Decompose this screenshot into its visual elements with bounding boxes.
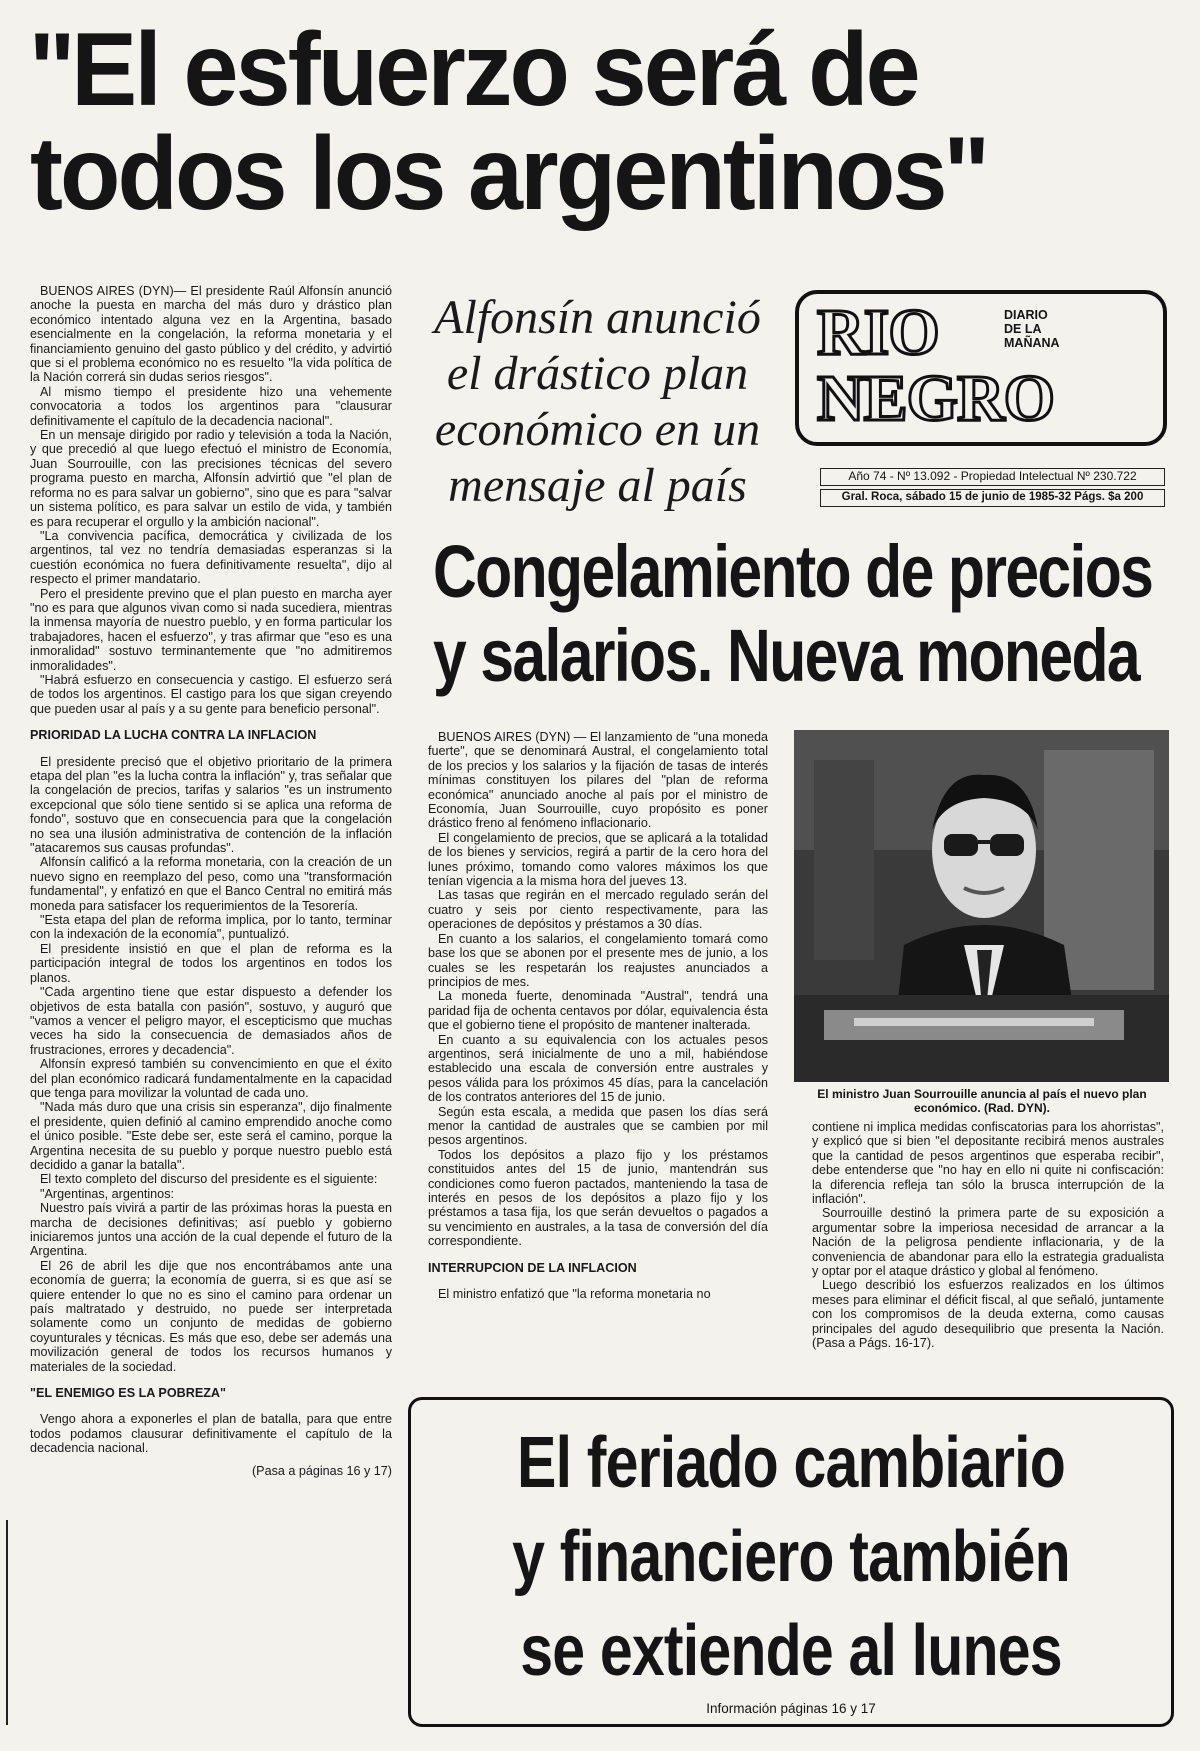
tagline-line: DIARIO: [1004, 308, 1048, 322]
article-paragraph: En cuanto a su equivalencia con los actuales pesos argentinos, será inicialmente de uno a mil, habiéndose establecido una escala de conversión entre australes y pesos válida para los próximos 45 días, para la cancelación de los contratos anteriores del 15 de junio.: [428, 1032, 768, 1105]
masthead-name-rio: RIO: [817, 296, 939, 369]
article-paragraph: BUENOS AIRES (DYN)— El presidente Raúl Alfonsín anunció anoche la puesta en marcha del más duro y drástico plan económico intentado alguna vez en la Argentina, basado esencialmente en la congelación, la reforma monetaria y el financiamiento genuino del gasto público y del crédito, y advirtió que si el problema económico no es resuelto "la vida política de la Nación correrá sin dudas serios riesgos".: [30, 284, 392, 385]
article-subhead: [410, 290, 785, 514]
minister-photo: [794, 730, 1169, 1082]
main-headline: [30, 12, 1123, 232]
tagline-line: MAÑANA: [1004, 336, 1060, 350]
article-paragraph: El congelamiento de precios, que se aplicará a la totalidad de los bienes y servicios, regirá a partir de la cero hora del lunes próximo, tomando como valores máximos los que tenían vigencia a la misma hora del jueves 13.: [428, 830, 768, 889]
article-paragraph: Todos los depósitos a plazo fijo y los préstamos constituidos antes del 15 de junio, mantendrán sus condiciones como fueron pactados, manteniendo la tasa de interés en pesos de los depósitos a plazo fijo y los préstamos a tasa fija, los que serán devueltos o pagados a su vencimiento en australes, a la tasa de conversión del día correspondiente.: [428, 1147, 768, 1249]
article-paragraph: "Argentinas, argentinos:: [40, 1186, 174, 1201]
article-paragraph: Las tasas que regirán en el mercado regulado serán del cuatro y seis por ciento respectivamente, para las operaciones de depósitos y préstamos a 30 días.: [428, 888, 768, 932]
article-paragraph: El presidente insistió en que el plan de reforma es la participación integral de todos los argentinos en todos los planos.: [30, 941, 392, 985]
article-paragraph: Alfonsín calificó a la reforma monetaria, con la creación de un nuevo signo en reemplazo del peso, como una "transformación fundamental", y enfatizó en que el Banco Central no emitirá más moneda para satisfacer los requerimientos de la Tesorería.: [30, 855, 392, 913]
article-paragraph: El 26 de abril les dije que nos encontrábamos ante una economía de guerra; la economía de guerra, si es que así se quiere entender lo que no es sino el camino para ordenar un país maltratado y destruido, no puede ser interpretada solamente como un conjunto de medidas de gobierno coyunturales y técnicas. Es más que eso, debe ser además una movilización general de todos los recursos humanos y materiales de la sociedad.: [30, 1258, 392, 1374]
headline-line-2: todos los argentinos'': [30, 116, 986, 232]
article-paragraph: Luego describió los esfuerzos realizados en los últimos meses para eliminar el déficit fiscal, al que señaló, juntamente con los compromisos de la deuda externa, como causas principales del agudo desequilibrio que presenta la Nación. (Pasa a Págs. 16-17).: [812, 1278, 1164, 1351]
boxed-headline-line-2: y financiero también: [512, 1517, 1070, 1597]
article-paragraph: El texto completo del discurso del presidente es el siguiente:: [40, 1172, 378, 1187]
article-paragraph: El ministro enfatizó que "la reforma monetaria no: [438, 1287, 711, 1302]
subhead-line: económico en un: [434, 403, 761, 456]
article-paragraph: Alfonsín expresó también su convencimiento en que el éxito del plan económico radicará fundamentalmente en la capacidad que tenga para movilizar la voluntad de cada uno.: [30, 1057, 392, 1100]
secondary-headline: [433, 530, 1153, 698]
article-paragraph: Pero el presidente previno que el plan puesto en marcha ayer "no es para que algunos vivan como si nada sucediera, mientras la inmensa mayoría de nuestro pueblo, y en forma particular los trabajadores, hacen el esfuerzo", y tras afirmar que "eso es una inmoralidad" sostuvo terminantemente que "no admitiremos inmoralidades".: [30, 586, 392, 673]
newspaper-masthead: [795, 290, 1167, 446]
photo-illustration: [794, 730, 1169, 1082]
section-subheading: "EL ENEMIGO ES LA POBREZA": [30, 1386, 226, 1401]
subhead-line: mensaje al país: [448, 459, 747, 512]
boxed-headline-line-1: El feriado cambiario: [517, 1423, 1065, 1503]
left-article-column: [30, 284, 392, 1724]
article-paragraph: Al mismo tiempo el presidente hizo una vehemente convocatoria a todos los argentinos para "clausurar definitivamente el capítulo de la decadencia nacional".: [30, 384, 392, 428]
subhead-line: el drástico plan: [446, 347, 749, 400]
date-price-info: Gral. Roca, sábado 15 de junio de 1985-32 Págs. $a 200: [820, 489, 1165, 507]
article-paragraph: "Habrá esfuerzo en consecuencia y castigo. El esfuerzo será de todos los argentinos. El castigo para los que sigan creyendo que pueden usar al país y a su gente para beneficio personal".: [30, 672, 392, 716]
article-paragraph: Vengo ahora a exponerles el plan de batalla, para que entre todos podamos clausurar definitivamente el capítulo de la decadencia nacional.: [30, 1412, 392, 1456]
article-paragraph: Sourrouille destinó la primera parte de su exposición a argumentar sobre la imperiosa necesidad de arrancar a la Nación de la peligrosa pendiente inflacionaria, y de la conveniencia de abandonar para ello la estrategia gradualista y optar por el ataque drástico y global al fenómeno.: [812, 1206, 1164, 1279]
boxed-headline-box: [408, 1397, 1174, 1727]
section-subheading: PRIORIDAD LA LUCHA CONTRA LA INFLACION: [30, 728, 317, 743]
article-paragraph: El presidente precisó que el objetivo prioritario de la primera etapa del plan "es la lucha contra la inflación" y, tras señalar que la congelación de precios, tarifas y salarios "es un instrumento excepcional que sólo tiene sentido si se aplica una reforma de fondo", sostuvo que en consecuencia para que la congelación no sea una ilusión administrativa de contención de la inflación "atacaremos sus causas profundas".: [30, 754, 392, 856]
boxed-headline: [411, 1416, 1171, 1698]
boxed-headline-note: Información páginas 16 y 17: [706, 1701, 876, 1716]
article-paragraph: "Esta etapa del plan de reforma implica, por lo tanto, terminar con la indexación de la economía", puntualizó.: [30, 913, 392, 942]
middle-article-column: [428, 730, 768, 1380]
section-subheading: INTERRUPCION DE LA INFLACION: [428, 1260, 637, 1275]
article-paragraph: "La convivencia pacífica, democrática y civilizada de los argentinos, tal vez no tendría demasiadas esperanzas si la cuestión económica no fuera definitivamente resuelta", dijo al respecto el primer mandatario.: [30, 528, 392, 587]
edition-info: Año 74 - Nº 13.092 - Propiedad Intelectual Nº 230.722: [820, 468, 1165, 486]
secondary-headline-line-2: y salarios. Nueva moneda: [433, 614, 1139, 697]
headline-line-1: ''El esfuerzo será de: [30, 12, 918, 128]
article-paragraph: En un mensaje dirigido por radio y televisión a toda la Nación, y que precedió al que luego efectuó el ministro de Economía, Juan Sourrouille, con las precisiones técnicas del severo programa puesto en marcha, Alfonsín advirtió que "el plan de reforma no es para salvar un gobierno", sino que es para "salvar un sistema político, es para salvar un estilo de vida, y también es para recuperar el orgullo y la ambición nacional".: [30, 428, 392, 529]
article-paragraph: En cuanto a los salarios, el congelamiento tomará como base los que se abonen por el presente mes de junio, a los cuales se les respetarán los reajustes anunciados a principios de mes.: [428, 931, 768, 989]
article-paragraph: "Nada más duro que una crisis sin esperanza", dijo finalmente el presidente, quien definió al camino emprendido anoche como el único posible. "Este debe ser, este será el camino, porque la Argentina necesita de su pueblo y porque nuestro pueblo está decidido a ganar la batalla".: [30, 1100, 392, 1172]
page-edge-rule: [0, 1520, 8, 1725]
article-paragraph: BUENOS AIRES (DYN) — El lanzamiento de "una moneda fuerte", que se denominará Austral, el congelamiento total de los precios y los salarios y la fijación de tasas de interés mínimas constituyen los pilares del "plan de reforma económica" anunciado anoche al país por el ministro de Economía, Juan Sourrouille, cuyo propósito es poner drástico freno al fenómeno inflacionario.: [428, 730, 768, 831]
article-paragraph: Según esta escala, a medida que pasen los días será menor la cantidad de australes que se cambien por mil pesos argentinos.: [428, 1104, 768, 1148]
secondary-headline-line-1: Congelamiento de precios: [433, 530, 1153, 613]
article-paragraph: La moneda fuerte, denominada "Austral", tendrá una paridad fija de ochenta centavos por dólar, equivalencia ésta que el gobierno tiene el propósito de mantener inalterada.: [428, 989, 768, 1033]
photo-caption: El ministro Juan Sourrouille anuncia al país el nuevo plan económico. (Rad. DYN).: [817, 1087, 1147, 1115]
right-article-column: [812, 1120, 1164, 1390]
subhead-line: Alfonsín anunció: [434, 291, 761, 344]
article-paragraph: contiene ni implica medidas confiscatorias para los ahorristas", y explicó que si bien "el depositante recibirá menos australes que la cantidad de pesos argentinos que esperaba recibir", debe entenderse que "no hay en ello ni quite ni confiscación: la diferencia refleja tan sólo la brusca interrupción de la inflación".: [812, 1120, 1164, 1207]
tagline-line: DE LA: [1004, 322, 1042, 336]
masthead-name-negro: NEGRO: [817, 362, 1055, 435]
boxed-headline-line-3: se extiende al lunes: [520, 1611, 1062, 1691]
article-paragraph: "Cada argentino tiene que estar dispuesto a defender los objetivos de esta batalla con pasión", sostuvo, y auguró que "vamos a vencer el peligro mayor, el escepticismo que muchas veces ha sido la consecuencia de demasiados años de frustraciones, errores y decadencia".: [30, 985, 392, 1057]
continuation-note: (Pasa a páginas 16 y 17): [251, 1463, 392, 1478]
article-paragraph: Nuestro país vivirá a partir de las próximas horas la puesta en marcha de decisiones definitivas; así pueblo y gobierno iniciaremos juntos una acción de la cual depende el futuro de la Argentina.: [30, 1201, 392, 1259]
masthead-tagline: [1004, 308, 1084, 350]
